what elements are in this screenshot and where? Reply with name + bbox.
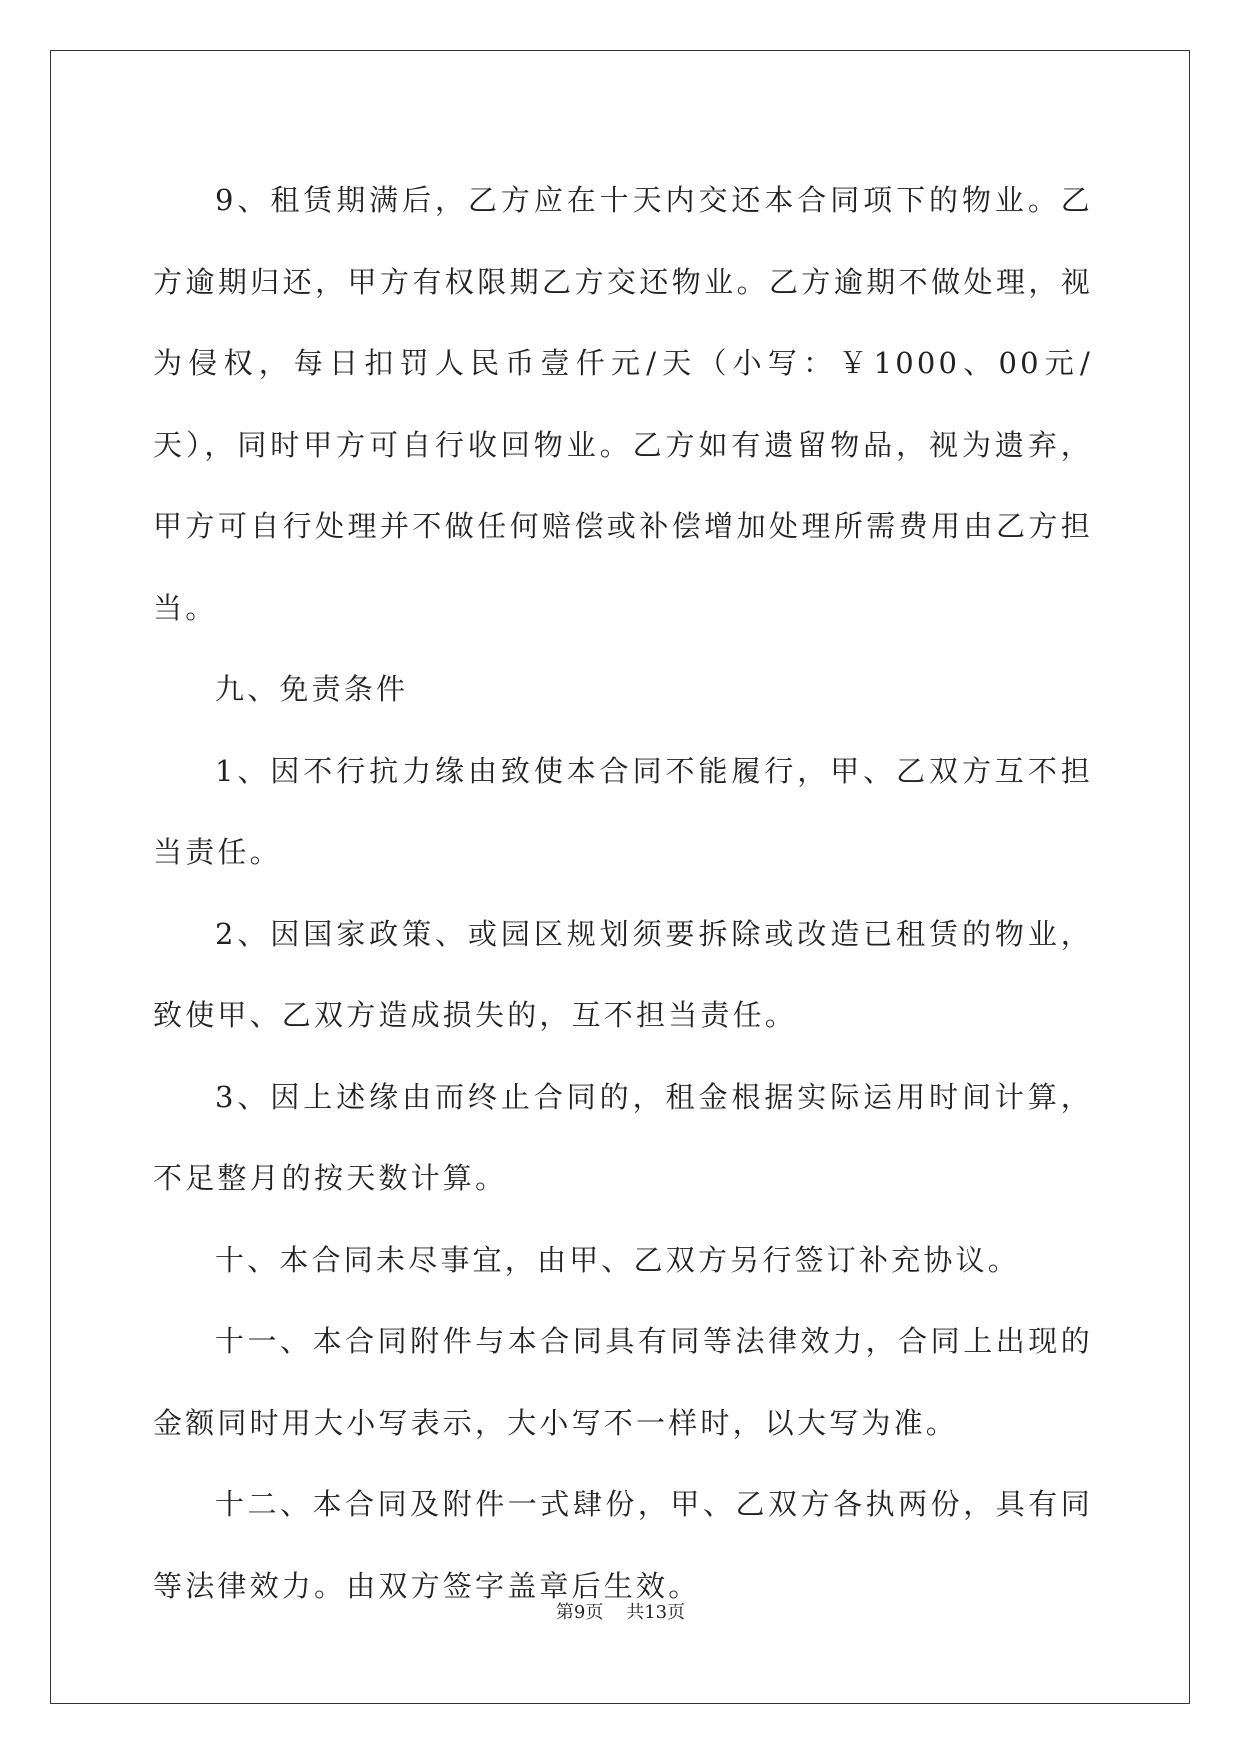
paragraph-section-10: 十、本合同未尽事宜，由甲、乙双方另行签订补充协议。	[215, 1242, 1021, 1277]
page-total: 共13页	[626, 1602, 686, 1623]
paragraph-section-12: 十二、本合同及附件一式肆份，甲、乙双方各执两份，具有同等法律效力。由双方签字盖章后生效。	[153, 1487, 1093, 1603]
page-number: 第9页	[555, 1602, 604, 1623]
paragraph-section-11: 十一、本合同附件与本合同具有同等法律效力，合同上出现的金额同时用大小写表示，大小写不一样时，以大写为准。	[153, 1324, 1093, 1440]
paragraph-clause-9: 9、租赁期满后，乙方应在十天内交还本合同项下的物业。乙方逾期归还，甲方有权限期乙方交还物业。乙方逾期不做处理，视为侵权，每日扣罚人民币壹仟元/天（小写：￥1000、00元/天），同时甲方可自行收回物业。乙方如有遗留物品，视为遗弃，甲方可自行处理并不做任何赔偿或补偿增加处理所需费用由乙方担当。	[153, 183, 1093, 625]
section-heading-exemption: 九、免责条件	[215, 672, 409, 706]
paragraph-exemption-2: 2、因国家政策、或园区规划须要拆除或改造已租赁的物业，致使甲、乙双方造成损失的，互不担当责任。	[153, 916, 1093, 1032]
page-footer	[0, 1598, 1241, 1624]
paragraph-exemption-3: 3、因上述缘由而终止合同的，租金根据实际运用时间计算，不足整月的按天数计算。	[153, 1079, 1093, 1195]
paragraph-exemption-1: 1、因不行抗力缘由致使本合同不能履行，甲、乙双方互不担当责任。	[153, 753, 1093, 869]
document-body	[153, 160, 1093, 1627]
